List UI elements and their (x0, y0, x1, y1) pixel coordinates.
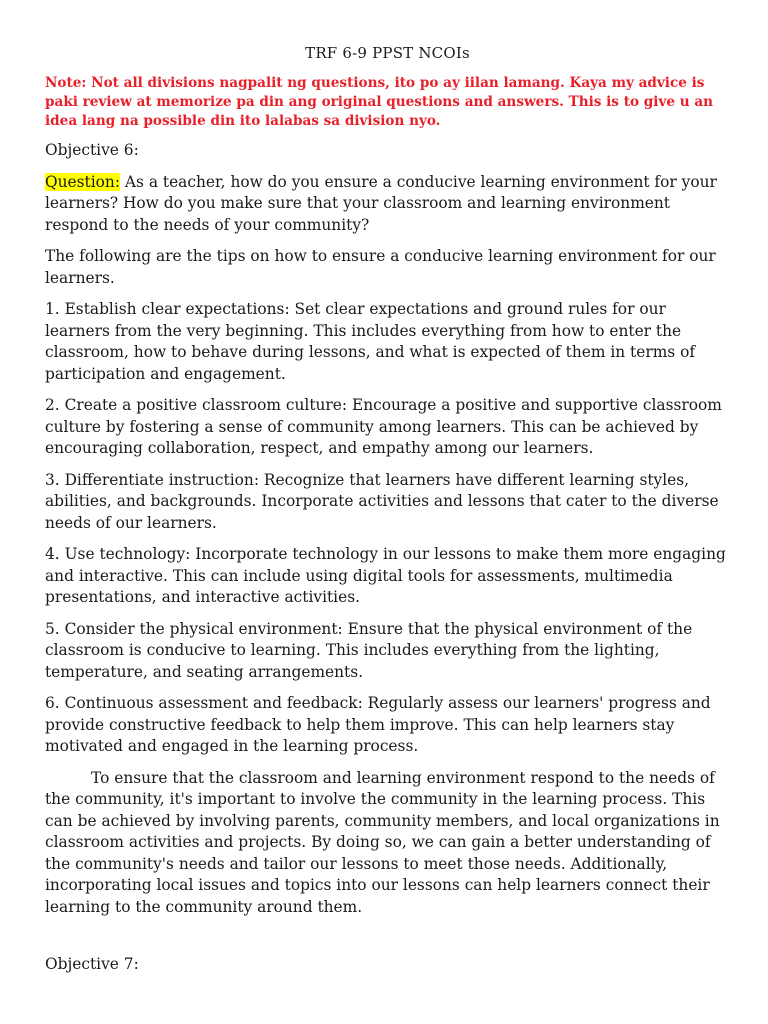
document-page (45, 44, 730, 973)
tip-paragraph-5: 5. Consider the physical environment: Ensure that the physical environment of the classroom is conducive to learning. This includes everything from the lighting, temperature, and seating arrangements. (45, 619, 693, 681)
tip-paragraph-2: 2. Create a positive classroom culture: Encourage a positive and supportive classroom culture by fostering a sense of community among learners. This can be achieved by encouraging collaboration, respect, and empathy among our learners. (45, 396, 722, 457)
question-paragraph (45, 172, 730, 237)
objective-6-heading: Objective 6: (45, 141, 139, 159)
conclusion-paragraph: To ensure that the classroom and learning environment respond to the needs of the community, it's important to involve the community in the learning process. This can be achieved by involving parents, community members, and local organizations in classroom activities and projects. By doing so, we can gain a better understanding of the community's needs and tailor our lessons to meet those needs. Additionally, incorporating local issues and topics into our lessons can help learners connect their learning to the community around them. (45, 768, 720, 916)
document-title: TRF 6-9 PPST NCOIs (305, 44, 470, 62)
objective-7-heading: Objective 7: (45, 955, 139, 973)
intro-paragraph: The following are the tips on how to ensure a conducive learning environment for our learners. (45, 247, 716, 287)
tip-paragraph-1: 1. Establish clear expectations: Set clear expectations and ground rules for our learners from the very beginning. This includes everything from how to enter the classroom, how to behave during lessons, and what is expected of them in terms of participation and engagement. (45, 300, 696, 383)
tip-paragraph-4: 4. Use technology: Incorporate technology in our lessons to make them more engaging and interactive. This can include using digital tools for assessments, multimedia presentations, and interactive activities. (45, 545, 726, 606)
warning-note: Note: Not all divisions nagpalit ng questions, ito po ay iilan lamang. Kaya my advice is paki review at memorize pa din ang original questions and answers. This is to give u an idea lang na possible din ito lalabas sa division nyo. (45, 75, 714, 129)
tip-paragraph-6: 6. Continuous assessment and feedback: Regularly assess our learners' progress and provide constructive feedback to help them improve. This can help learners stay motivated and engaged in the learning process. (45, 694, 711, 755)
tip-paragraph-3: 3. Differentiate instruction: Recognize that learners have different learning styles, abilities, and backgrounds. Incorporate activities and lessons that cater to the diverse needs of our learners. (45, 470, 719, 532)
question-label: Question: (45, 172, 121, 191)
question-text: As a teacher, how do you ensure a conducive learning environment for your learners? How do you make sure that your classroom and learning environment respond to the needs of your community? (45, 172, 717, 234)
